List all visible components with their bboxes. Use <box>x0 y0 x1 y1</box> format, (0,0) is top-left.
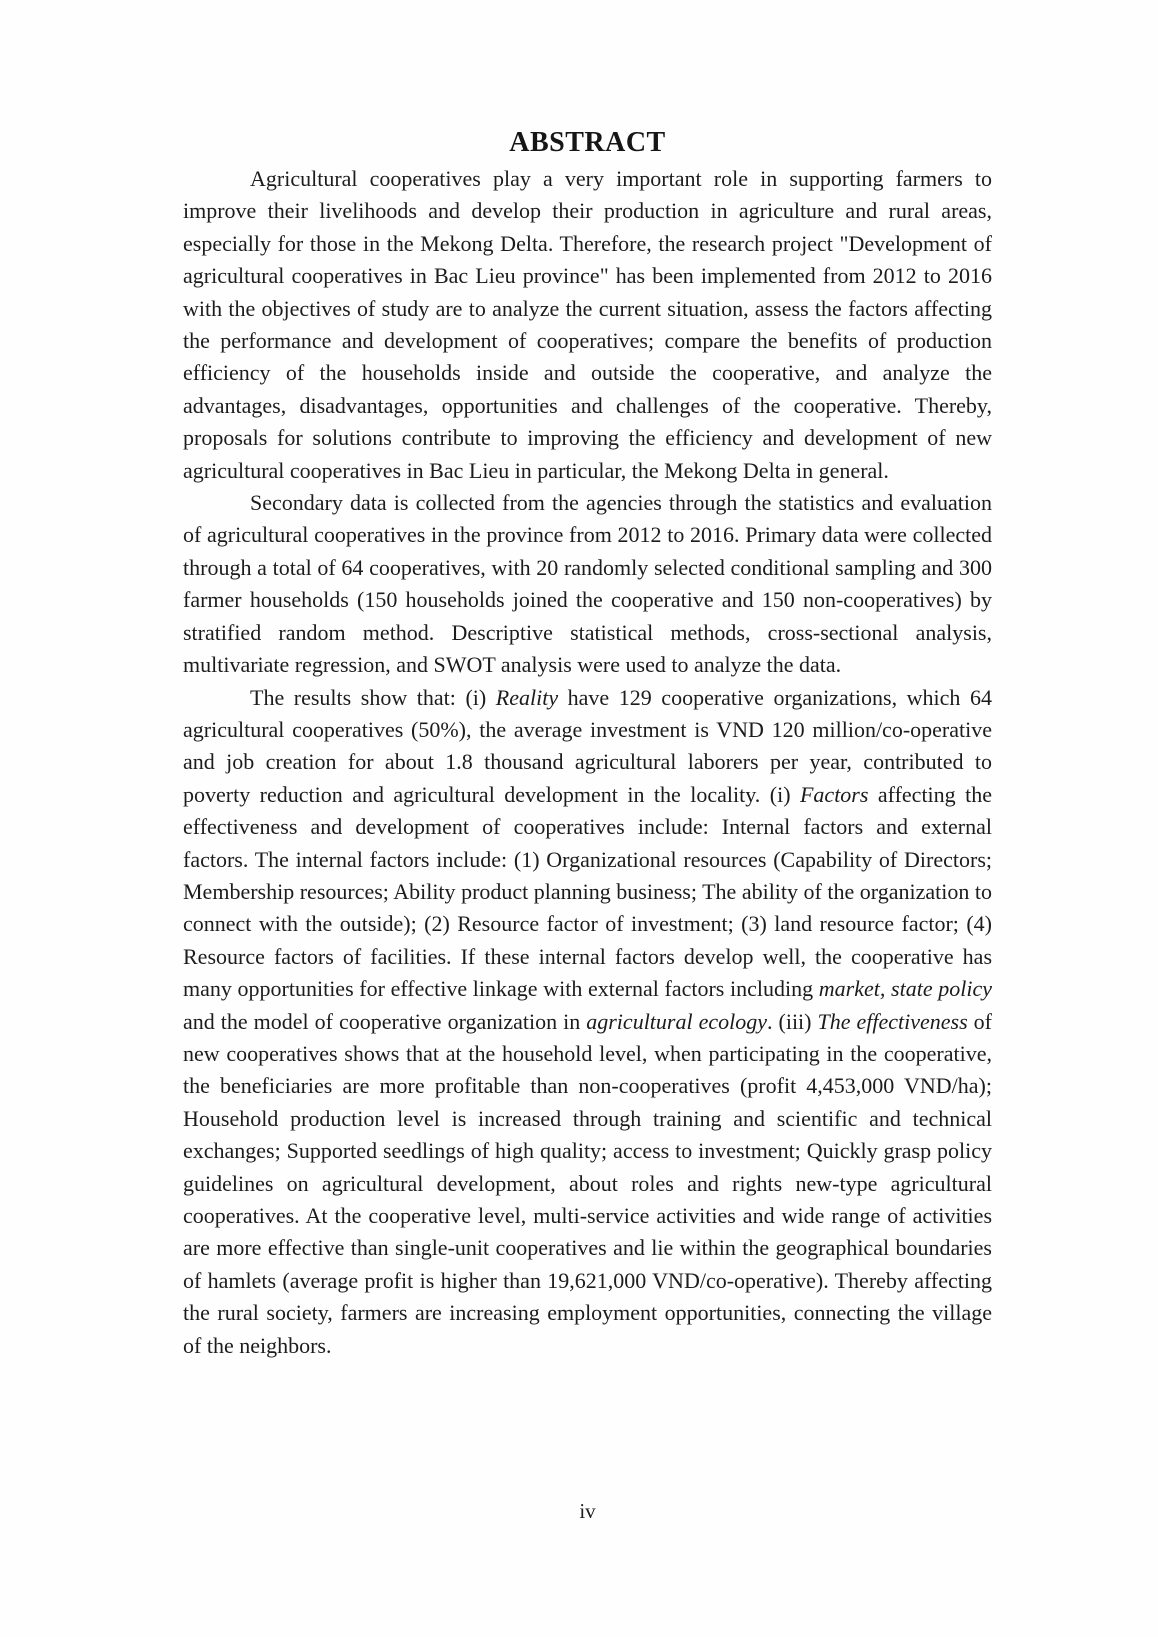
italic-text: Factors <box>799 781 869 807</box>
paragraph-intro: Agricultural cooperatives play a very important role in supporting farmers to improve their livelihoods and develop their production in agriculture and rural areas, especially for those in the Mekong Delta. Therefore, the research project "Development of agricultural cooperatives in Bac Lieu province" has been implemented from 2012 to 2016 with the objectives of study are to analyze the current situation, assess the factors affecting the performance and development of cooperatives; compare the benefits of production efficiency of the households inside and outside the cooperative, and analyze the advantages, disadvantages, opportunities and challenges of the cooperative. Thereby, proposals for solutions contribute to improving the efficiency and development of new agricultural cooperatives in Bac Lieu in particular, the Mekong Delta in general. <box>183 166 992 483</box>
italic-text: Reality <box>495 684 559 710</box>
page-number: iv <box>579 1499 596 1523</box>
abstract-body <box>183 163 992 1362</box>
italic-text: The effectiveness <box>817 1008 968 1034</box>
paragraph-methodology: Secondary data is collected from the agencies through the statistics and evaluation of agricultural cooperatives in the province from 2012 to 2016. Primary data were collected through a total of 64 cooperatives, with 20 randomly selected conditional sampling and 300 farmer households (150 households joined the cooperative and 150 non-cooperatives) by stratified random method. Descriptive statistical methods, cross-sectional analysis, multivariate regression, and SWOT analysis were used to analyze the data. <box>183 490 992 678</box>
page-title: ABSTRACT <box>509 127 666 158</box>
italic-text: agricultural ecology <box>586 1008 767 1034</box>
paragraph-results: The results show that: (i) Reality have 129 cooperative organizations, which 64 agricultural cooperatives (50%), the average investment is VND 120 million/co-operative and job creation for about 1.8 thousand agricultural laborers per year, contributed to poverty reduction and agricultural development in the locality. (i) Factors affecting the effectiveness and development of cooperatives include: Internal factors and external factors. The internal factors include: (1) Organizational resources (Capability of Directors; Membership resources; Ability product planning business; The ability of the organization to connect with the outside); (2) Resource factor of investment; (3) land resource factor; (4) Resource factors of facilities. If these internal factors develop well, the cooperative has many opportunities for effective linkage with external factors including market, state policy and the model of cooperative organization in agricultural ecology. (iii) The effectiveness of new cooperatives shows that at the household level, when participating in the cooperative, the beneficiaries are more profitable than non-cooperatives (profit 4,453,000 VND/ha); Household production level is increased through training and scientific and technical exchanges; Supported seedlings of high quality; access to investment; Quickly grasp policy guidelines on agricultural development, about roles and rights new-type agricultural cooperatives. At the cooperative level, multi-service activities and wide range of activities are more effective than single-unit cooperatives and lie within the geographical boundaries of hamlets (average profit is higher than 19,621,000 VND/co-operative). Thereby affecting the rural society, farmers are increasing employment opportunities, connecting the village of the neighbors. <box>183 684 992 1358</box>
italic-text: market, state policy <box>818 976 992 1002</box>
